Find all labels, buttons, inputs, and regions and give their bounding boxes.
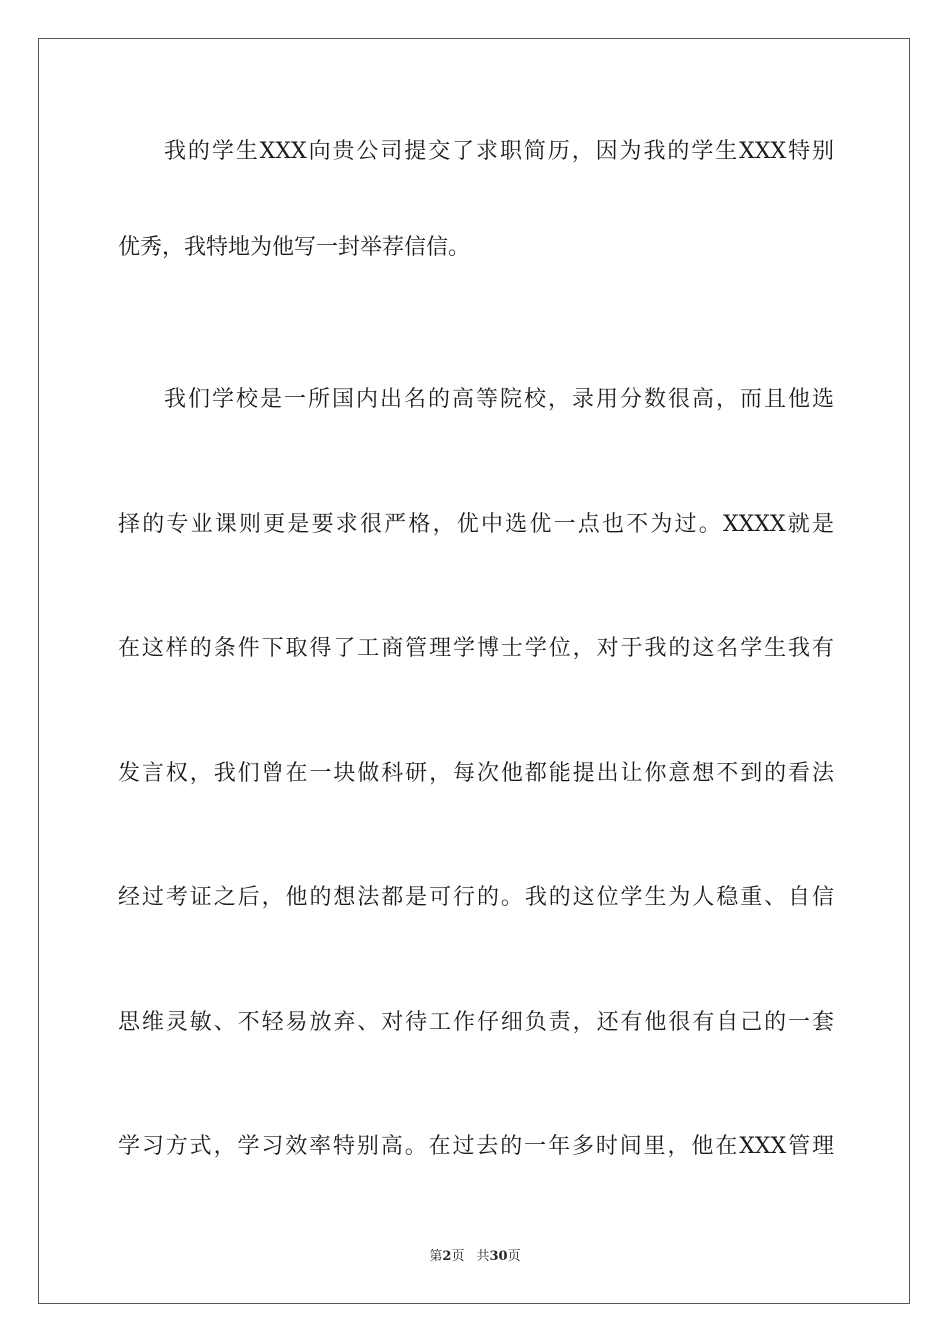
page-number-label [429,1249,464,1264]
paragraph-2-line-4: 发言权，我们曾在一块做科研，每次他都能提出让你意想不到的看法 [118,761,834,786]
page-current: 2 [442,1249,452,1264]
paragraph-2-line-5: 经过考证之后，他的想法都是可行的。我的这位学生为人稳重、自信 [118,885,834,910]
paragraph-2-line-1: 我们学校是一所国内出名的高等院校，录用分数很高，而且他选 [164,387,834,412]
total-suffix: 页 [507,1249,521,1264]
page-prefix: 第 [429,1249,443,1264]
paragraph-2-line-3: 在这样的条件下取得了工商管理学博士学位，对于我的这名学生我有 [118,636,834,661]
page-suffix: 页 [451,1249,465,1264]
paragraph-2-line-2: 择的专业课则更是要求很严格，优中选优一点也不为过。XXXX就是 [118,512,834,537]
paragraph-1-line-2: 优秀，我特地为他写一封举荐信信。 [118,235,471,260]
paragraph-2-line-7: 学习方式，学习效率特别高。在过去的一年多时间里，他在XXX管理 [118,1134,834,1159]
total-prefix: 共 [476,1249,490,1264]
paragraph-1-line-1: 我的学生XXX向贵公司提交了求职简历，因为我的学生XXX特别 [164,139,834,164]
page-total-label [476,1249,520,1264]
page-footer [0,1248,950,1266]
page-total: 30 [489,1249,508,1264]
paragraph-2-line-6: 思维灵敏、不轻易放弃、对待工作仔细负责，还有他很有自己的一套 [118,1010,834,1035]
